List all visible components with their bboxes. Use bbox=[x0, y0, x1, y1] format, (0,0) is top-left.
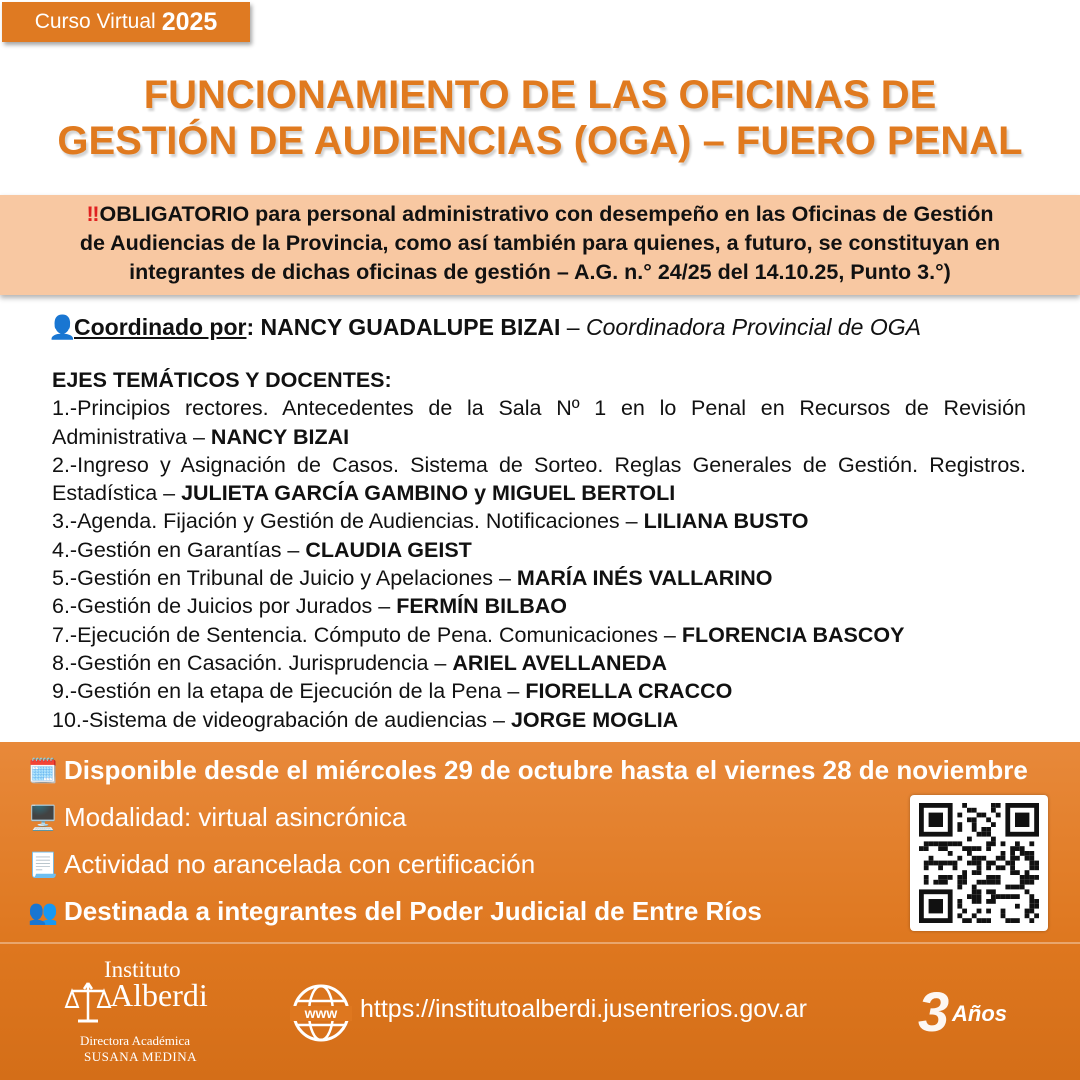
topic-text: 7.-Ejecución de Sentencia. Cómputo de Pena. Comunicaciones – bbox=[52, 622, 682, 647]
topic-item bbox=[52, 394, 1026, 451]
page-title bbox=[0, 72, 1080, 164]
calendar-icon: 🗓️ bbox=[28, 758, 58, 785]
topic-item bbox=[52, 564, 1026, 592]
audience-text: Destinada a integrantes del Poder Judicial de Entre Ríos bbox=[64, 896, 762, 926]
fee-text: Actividad no arancelada con certificación bbox=[64, 849, 536, 879]
availability-text: Disponible desde el miércoles 29 de octubre hasta el viernes 28 de noviembre bbox=[64, 755, 1028, 785]
course-badge bbox=[2, 2, 250, 42]
coordinator-label: Coordinado por bbox=[74, 314, 247, 340]
notice-line-1 bbox=[0, 200, 1080, 229]
monitor-icon: 🖥️ bbox=[28, 805, 58, 832]
people-icon: 👥 bbox=[28, 899, 58, 926]
director-name: SUSANA MEDINA bbox=[84, 1049, 198, 1064]
coordinator-line bbox=[48, 314, 921, 341]
scales-logo-icon bbox=[62, 977, 114, 1029]
topic-text: 6.-Gestión de Juicios por Jurados – bbox=[52, 594, 397, 619]
topic-text: 2.-Ingreso y Asignación de Casos. Sistema de Sorteo. Reglas Generales de Gestión. Registros. Estadística – bbox=[52, 452, 1026, 506]
logo-line-1: Instituto bbox=[104, 957, 181, 982]
topic-teacher: FERMÍN BILBAO bbox=[396, 594, 567, 619]
audience-line bbox=[28, 896, 762, 927]
topic-text: 1.-Principios rectores. Antecedentes de la Sala Nº 1 en lo Penal en Recursos de Revisión Administrativa – bbox=[52, 396, 1026, 449]
topic-text: 8.-Gestión en Casación. Jurisprudencia – bbox=[52, 650, 453, 675]
topic-teacher: LILIANA BUSTO bbox=[643, 509, 809, 534]
coordinator-colon: : bbox=[246, 314, 255, 340]
topics-section bbox=[52, 366, 1026, 734]
topic-item bbox=[52, 536, 1026, 564]
title-line-1: FUNCIONAMIENTO DE LAS OFICINAS DE bbox=[143, 73, 937, 117]
topic-teacher: FIORELLA CRACCO bbox=[525, 679, 733, 704]
modality-text: Modalidad: virtual asincrónica bbox=[64, 802, 407, 832]
notice-line-2: de Audiencias de la Provincia, como así también para quienes, a futuro, se constituyan en bbox=[79, 231, 1001, 255]
topic-text: 10.-Sistema de videograbación de audiencias – bbox=[52, 707, 511, 732]
topic-item bbox=[52, 649, 1026, 677]
logo-line-2: Alberdi bbox=[110, 977, 208, 1013]
topic-item bbox=[52, 677, 1026, 705]
topic-teacher: JORGE MOGLIA bbox=[510, 707, 679, 732]
topic-item bbox=[52, 621, 1026, 649]
coordinator-role: Coordinadora Provincial de OGA bbox=[586, 314, 921, 340]
topic-teacher: JULIETA GARCÍA GAMBINO y MIGUEL BERTOLI bbox=[181, 481, 676, 506]
coordinator-name: NANCY GUADALUPE BIZAI bbox=[260, 314, 561, 340]
topic-teacher: ARIEL AVELLANEDA bbox=[452, 650, 667, 675]
qr-code-icon bbox=[910, 795, 1048, 931]
topic-teacher: MARÍA INÉS VALLARINO bbox=[516, 566, 773, 591]
badge-year: 2025 bbox=[161, 7, 218, 36]
website-link[interactable]: https://institutoalberdi.jusentrerios.gov.ar bbox=[360, 995, 807, 1023]
topic-text: 9.-Gestión en la etapa de Ejecución de la Pena – bbox=[52, 679, 526, 704]
director-title: Directora Académica bbox=[80, 1033, 191, 1048]
anniversary-word: Años bbox=[952, 1001, 1007, 1026]
anniversary-number: 3 bbox=[918, 980, 950, 1043]
fee-line bbox=[28, 849, 535, 880]
notice-line-1-text: OBLIGATORIO para personal administrativo con desempeño en las Oficinas de Gestión bbox=[99, 202, 994, 226]
alert-icon: ‼ bbox=[86, 202, 100, 226]
instituto-alberdi-logo bbox=[62, 955, 242, 1070]
person-icon: 👤 bbox=[48, 314, 77, 340]
topics-heading: EJES TEMÁTICOS Y DOCENTES: bbox=[52, 368, 392, 392]
topic-text: 3.-Agenda. Fijación y Gestión de Audiencias. Notificaciones – bbox=[52, 509, 644, 534]
topic-teacher: CLAUDIA GEIST bbox=[305, 537, 472, 562]
topic-item bbox=[52, 706, 1026, 734]
modality-line bbox=[28, 802, 407, 833]
availability-line bbox=[28, 755, 1028, 786]
notice-line-3: integrantes de dichas oficinas de gestión – A.G. n.° 24/25 del 14.10.25, Punto 3.°) bbox=[129, 260, 951, 284]
footer-divider bbox=[0, 942, 1080, 944]
globe-www-icon bbox=[290, 982, 352, 1044]
www-label: www bbox=[304, 1005, 338, 1021]
topic-teacher: NANCY BIZAI bbox=[210, 424, 350, 449]
mandatory-notice bbox=[0, 195, 1080, 295]
topic-item bbox=[52, 507, 1026, 535]
topic-teacher: FLORENCIA BASCOY bbox=[681, 622, 905, 647]
qr-code[interactable] bbox=[910, 795, 1048, 931]
title-line-2: GESTIÓN DE AUDIENCIAS (OGA) – FUERO PENAL bbox=[57, 119, 1023, 163]
topic-item bbox=[52, 451, 1026, 508]
topic-item bbox=[52, 592, 1026, 620]
document-icon: 📃 bbox=[28, 852, 58, 879]
badge-label: Curso Virtual bbox=[34, 10, 156, 33]
coordinator-sep: – bbox=[560, 314, 586, 340]
topic-text: 4.-Gestión en Garantías – bbox=[52, 537, 306, 562]
topic-text: 5.-Gestión en Tribunal de Juicio y Apelaciones – bbox=[52, 566, 517, 591]
